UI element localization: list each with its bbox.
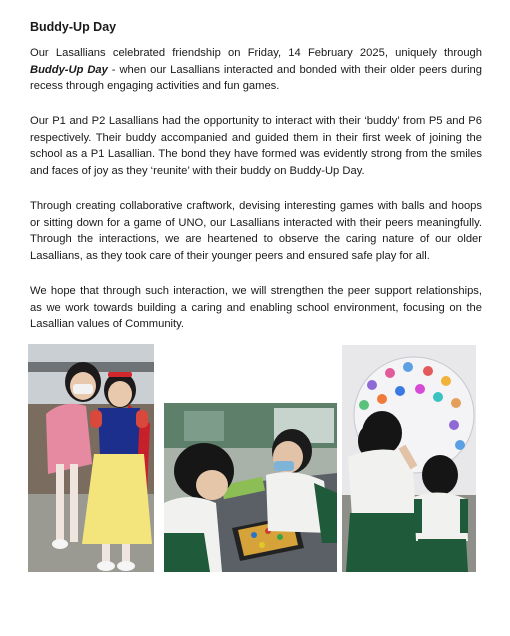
photo-students-craft-wall (342, 345, 476, 572)
costume-photo-image (28, 344, 154, 572)
intro-text-start: Our Lasallians celebrated friendship on Friday, 14 February 2025, uniquely through (30, 47, 482, 59)
paragraph-intro (30, 45, 482, 95)
paragraph-activities: Through creating collaborative craftwork, devising interesting games with balls and hoops or sitting down for a game of UNO, our Lasallians interacted with their peers meaningfully. Through the interactions, we are heartened to observe the caring nature of our older Lasallians, as they took care of their younger peers and ensured safe play for all. (30, 200, 482, 262)
article-heading: Buddy-Up Day (30, 20, 117, 34)
intro-text-end: - when our Lasallians interacted and bonded with their older peers during recess through engaging activities and fun games. (30, 63, 482, 92)
craft-wall-photo-image (342, 345, 476, 572)
paragraph-closing: We hope that through such interaction, we will strengthen the peer support relationships, as we work towards building a caring and enabling school environment, focusing on the Lasallian values of Community. (30, 285, 482, 330)
intro-emphasis: Buddy-Up Day (30, 63, 108, 76)
photo-students-costume (28, 344, 154, 572)
photo-students-board-game (164, 403, 337, 572)
board-game-photo-image (164, 403, 337, 572)
paragraph-buddy: Our P1 and P2 Lasallians had the opportunity to interact with their ‘buddy’ from P5 and P6 respectively. Their buddy accompanied and guided them in their first week of joining the school as a P1 Lasallian. The bond they have formed was evidently strong from the smiles and faces of joy as they ‘reunite’ with their buddy on Buddy-Up Day. (30, 115, 482, 177)
